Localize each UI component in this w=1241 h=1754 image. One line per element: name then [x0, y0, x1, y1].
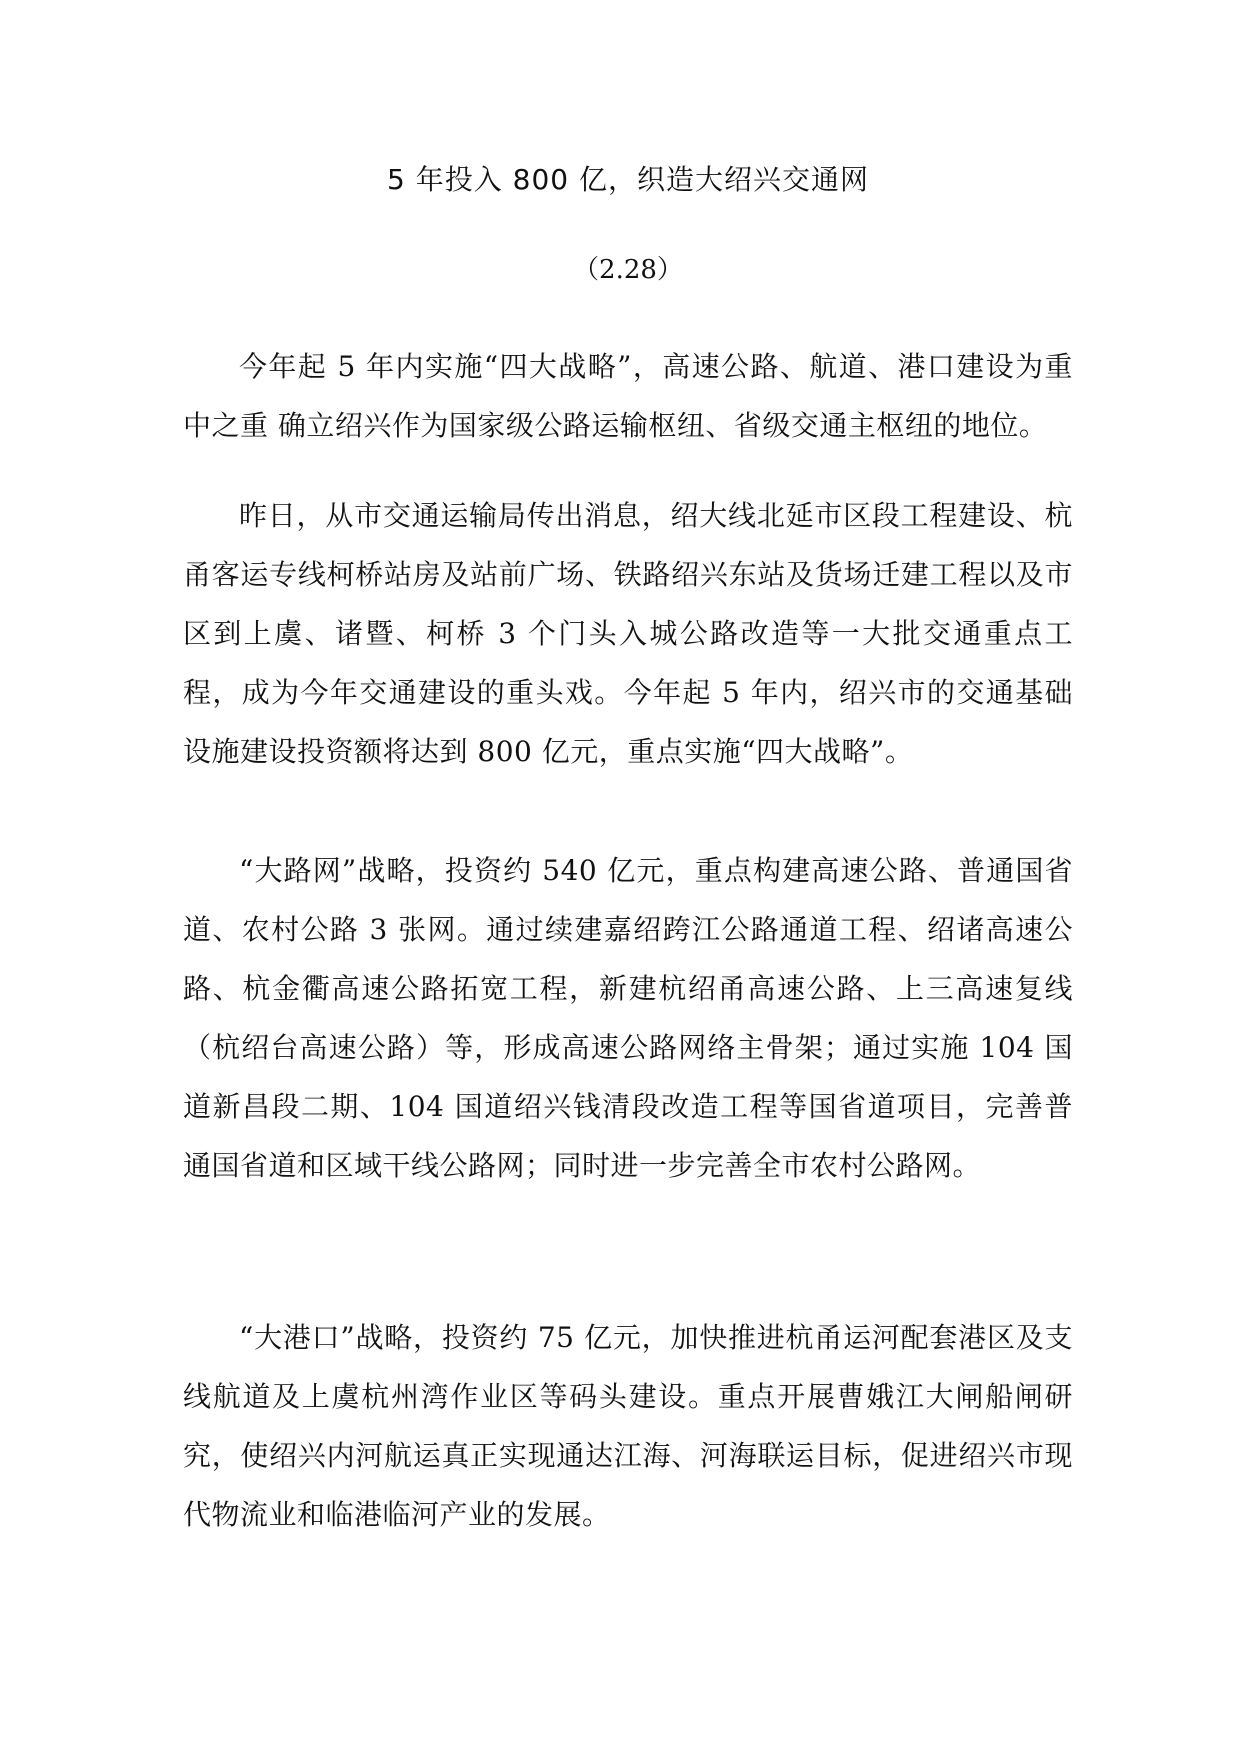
paragraph: 昨日，从市交通运输局传出消息，绍大线北延市区段工程建设、杭甬客运专线柯桥站房及站前广场、铁路绍兴东站及货场迁建工程以及市区到上虞、诸暨、柯桥 3 个门头入城公路改造等一大批交通重点工程，成为今年交通建设的重头戏。今年起 5 年内，绍兴市的交通基础设施建设投资额将达到 800 亿元，重点实施“四大战略”。 [183, 499, 1073, 768]
paragraph: “大港口”战略，投资约 75 亿元，加快推进杭甬运河配套港区及支线航道及上虞杭州湾作业区等码头建设。重点开展曹娥江大闸船闸研究，使绍兴内河航运真正实现通达江海、河海联运目标，促进绍兴市现代物流业和临港临河产业的发展。 [183, 1321, 1073, 1531]
paragraph: “大路网”战略，投资约 540 亿元，重点构建高速公路、普通国省道、农村公路 3 张网。通过续建嘉绍跨江公路通道工程、绍诸高速公路、杭金衢高速公路拓宽工程，新建杭绍甬高速公路、上三高速复线（杭绍台高速公路）等，形成高速公路网络主骨架；通过实施 104 国道新昌段二期、104 国道绍兴钱清段改造工程等国省道项目，完善普通国省道和区域干线公路网；同时进一步完善全市农村公路网。 [183, 854, 1073, 1182]
article-title: 5 年投入 800 亿，织造大绍兴交通网 [387, 163, 869, 196]
article-date: （2.28） [573, 255, 683, 285]
paragraph: 今年起 5 年内实施“四大战略”，高速公路、航道、港口建设为重中之重 确立绍兴作为国家级公路运输枢纽、省级交通主枢纽的地位。 [183, 350, 1073, 442]
